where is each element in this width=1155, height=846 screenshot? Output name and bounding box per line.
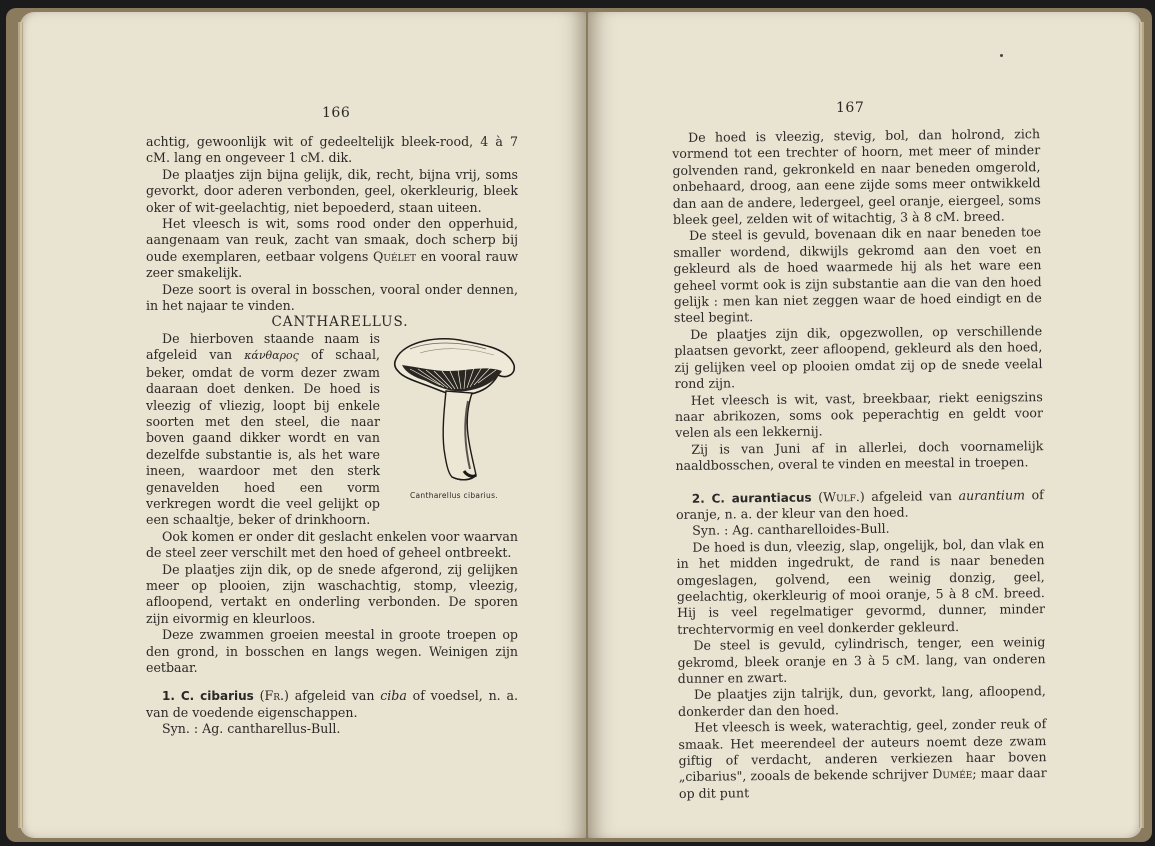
page-edge-right — [1129, 22, 1140, 828]
paragraph: Ook komen er onder dit geslacht enkelen voor waarvan de steel zeer verschilt met den hoed of geheel ontbreekt. — [146, 528, 518, 561]
text-span: Het vleesch is wit, soms rood onder den opperhuid, aangenaam van reuk, zacht van smaak, doch scherp bij oude exemplaren, eetbaar volgens — [146, 216, 518, 264]
paragraph: De steel is gevuld, bovenaan dik en naar beneden toe smaller wordend, dikwijls gekromd aan den voet en gekleurd als de hoed waarmede hij als het ware een geheel vormt ook is zijn substantie aan die van den hoed gelijk : men kan niet zeggen waar de hoed eindigt en de steel begint. — [673, 224, 1042, 326]
paragraph: De plaatjes zijn dik, opgezwollen, op verschillende plaatsen gevorkt, zeer afloopend, gekleurd als den hoed, zij gelijken veel op plooien omdat zij op de snede veelal rond zijn. — [674, 323, 1043, 392]
paragraph: De plaatjes zijn talrijk, dun, gevorkt, lang, afloopend, donkerder dan den hoed. — [678, 683, 1046, 719]
etymology-word: ciba — [380, 688, 407, 704]
text-span: en vooral rauw zeer smakelijk. — [146, 248, 518, 281]
author-name: Quélet — [373, 248, 417, 264]
paragraph: Deze soort is overal in bosschen, vooral onder dennen, in het najaar te vinden. — [146, 281, 518, 314]
text-span: of schaal, beker, omdat de vorm dezer zwam daaraan doet denken. De hoed is vleezig of vliezig, loopt bij enkele soorten met den steel, die naar boven gaand dikker wordt en van dezelfde substantie is, als het ware ineen, waardoor met den sterk genavelden hoed een vorm verkregen wordt die veel gelijkt op een schaaltje, beker of drinkhoorn. — [146, 347, 380, 528]
synonym-line: Syn. : Ag. cantharelloides-Bull. — [692, 521, 890, 539]
synonym-line: Syn. : Ag. cantharellus-Bull. — [162, 721, 341, 737]
species-entry — [676, 487, 1044, 524]
figure-caption: Cantharellus cibarius. — [410, 491, 498, 501]
text-span: ; maar daar op dit punt — [678, 765, 1047, 801]
paragraph: De hoed is dun, vleezig, slap, ongelijk, bol, dan vlak en in het midden ingedrukt, de rand is naar beneden omgeslagen, golvend, een weinig donzig, geel, geelachtig, okerkleurig of mooi oranje, 5 à 8 cM. breed. Hij is veel regelmatiger gevormd, dunner, minder trechtervormig en veel donkerder gekleurd. — [676, 535, 1046, 637]
right-page — [588, 12, 1142, 838]
left-page — [20, 12, 586, 838]
text-span: Het vleesch is week, waterachtig, geel, zonder reuk of smaak. Het meerendeel der auteurs noemt deze zwam giftig of verdacht, anderen verkiezen haar boven „cibarius", zooals de bekende schrijver — [678, 716, 1047, 785]
page-number-left: 166 — [322, 105, 351, 121]
text-span: afgeleid van — [294, 688, 375, 704]
author-name: Dumée — [932, 766, 973, 782]
text-span: of voedsel, n. a. van de voedende eigenschappen. — [146, 688, 518, 720]
print-speck — [1000, 54, 1003, 57]
text-span: of oranje, n. a. der kleur van den hoed. — [675, 486, 1044, 522]
greek-word: κάνθαρος — [244, 349, 299, 363]
paragraph: Deze zwammen groeien meestal in groote troepen op den grond, in bosschen en langs wegen. Weinigen zijn eetbaar. — [146, 627, 518, 675]
text-span: De hierboven staande naam is afgeleid van — [146, 330, 380, 363]
paragraph: De plaatjes zijn dik, op de snede afgerond, zij gelijken meer op plooien, zijn waschachtig, stomp, vleezig, afloopend, vertakt en onderling verbonden. De sporen zijn eivormig en kleurloos. — [146, 561, 518, 626]
paragraph — [678, 716, 1047, 802]
right-page-text — [672, 126, 1047, 802]
species-author: (Fr.) — [259, 688, 289, 704]
left-page-text — [146, 134, 518, 738]
paragraph: De hoed is vleezig, stevig, bol, dan holrond, zich vormend tot een trechter of hoorn, met meer of minder golvenden rand, gekronkeld en naar beneden omgerold, onbehaard, droog, aan eene zijde soms meer ontwikkeld dan aan de andere, ledergeel, geel oranje, eiergeel, soms bleek geel, zelden wit of witachtig, 3 à 8 cM. breed. — [672, 126, 1041, 228]
species-name: 2. C. aurantiacus — [691, 490, 812, 506]
species-name: 1. C. cibarius — [162, 689, 254, 704]
etymology-word: aurantium — [958, 486, 1026, 503]
paragraph: De plaatjes zijn bijna gelijk, dik, recht, bijna vrij, soms gevorkt, door aderen verbonden, geel, okerkleurig, bleek oker of wit-geelachtig, niet bepoederd, staan uiteen. — [146, 166, 518, 215]
species-author: (Wulf.) — [818, 488, 865, 505]
paragraph: achtig, gewoonlijk wit of gedeeltelijk bleek-rood, 4 à 7 cM. lang en ongeveer 1 cM. dik. — [146, 134, 518, 166]
text-span: afgeleid van — [871, 487, 953, 504]
section-title: CANTHARELLUS. — [271, 314, 409, 331]
species-entry — [146, 688, 518, 721]
figure-cantharellus — [390, 331, 518, 503]
paragraph: Het vleesch is wit, vast, breekbaar, riekt eenigszins naar abrikozen, soms ook peperachtig en geldt voor velen als een lekkernij. — [674, 388, 1044, 441]
book-spread — [6, 8, 1152, 842]
paragraph: De steel is gevuld, cylindrisch, tenger, een weinig gekromd, bleek oranje en 3 à 5 cM. lang, van onderen dunner en zwart. — [677, 634, 1046, 686]
paragraph — [146, 216, 518, 282]
page-number-right: 167 — [836, 100, 865, 116]
page-edge-left — [22, 22, 33, 828]
mushroom-illustration — [390, 331, 518, 491]
paragraph: Zij is van Juni af in allerlei, doch voornamelijk naaldbosschen, overal te vinden en meestal in troepen. — [675, 437, 1044, 474]
